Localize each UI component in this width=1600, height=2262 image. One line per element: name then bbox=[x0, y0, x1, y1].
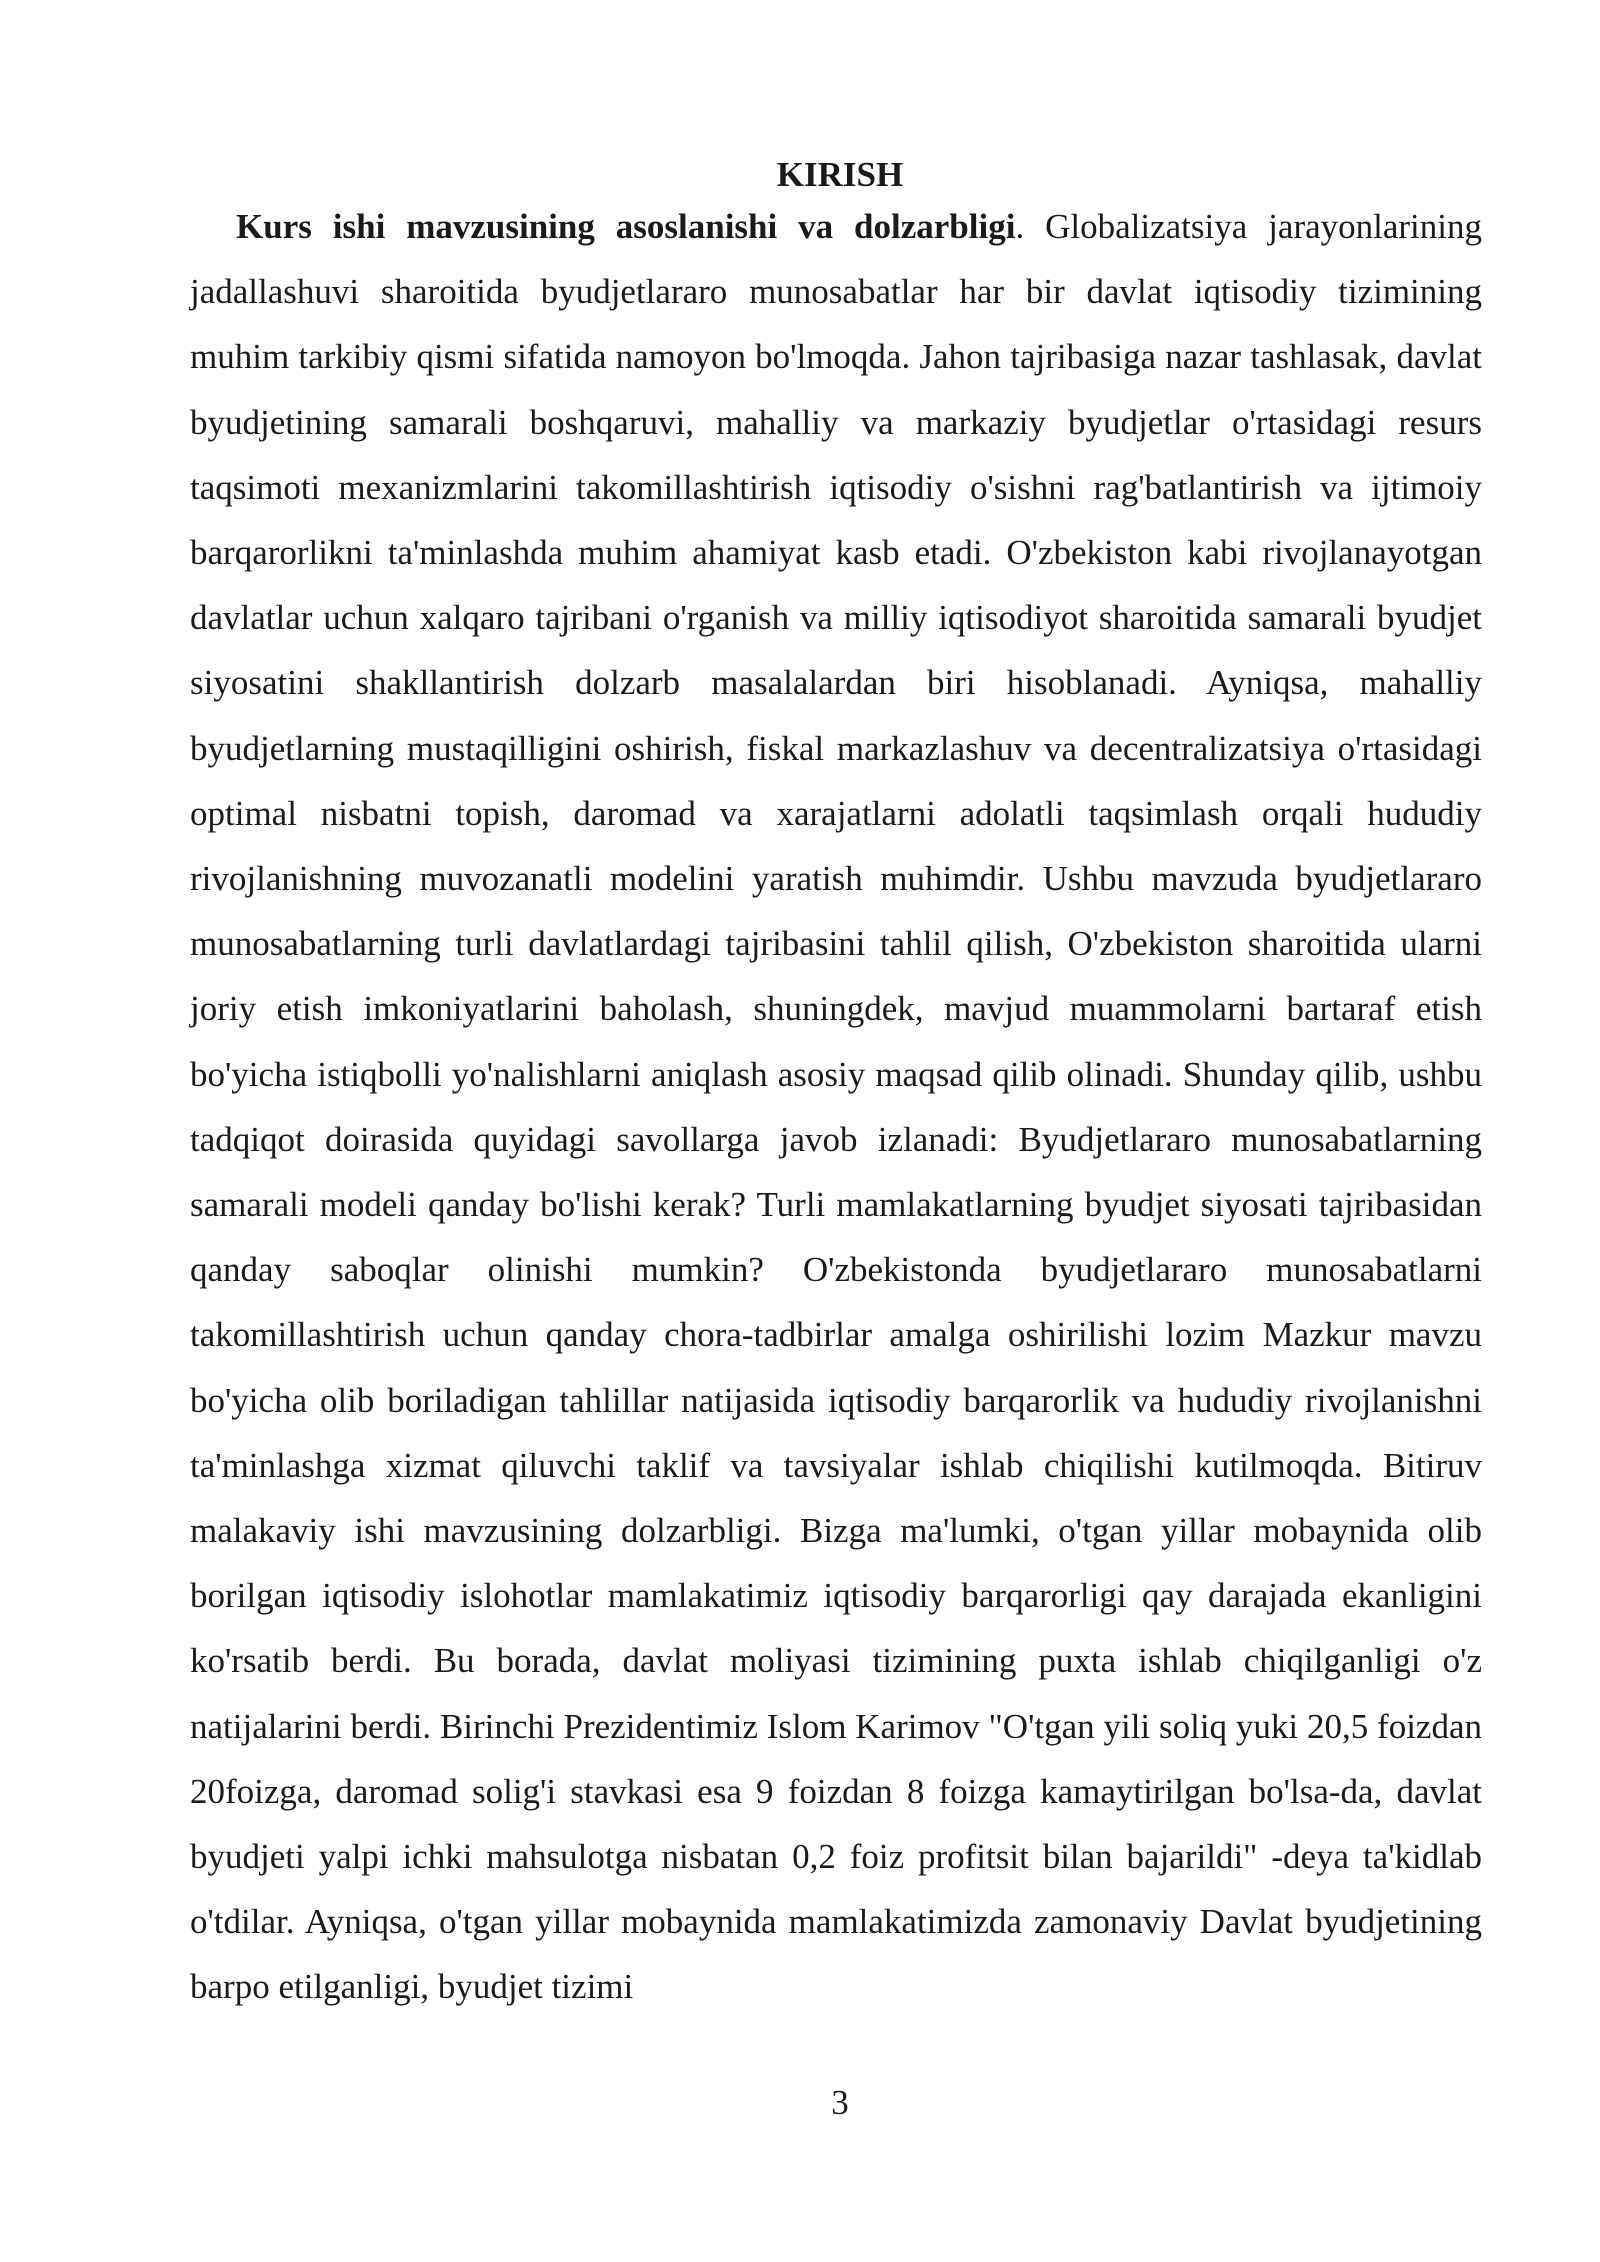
page-number: 3 bbox=[831, 2083, 849, 2122]
body-paragraph bbox=[190, 194, 1482, 2020]
paragraph-lead-heading: Kurs ishi mavzusining asoslanishi va dolzarbligi bbox=[236, 207, 1016, 246]
page-title: KIRISH bbox=[776, 155, 904, 194]
paragraph-text: . Globalizatsiya jarayonlarining jadallashuvi sharoitida byudjetlararo munosabatlar har bir davlat iqtisodiy tizimining muhim tarkibiy qismi sifatida namoyon bo'lmoqda. Jahon tajribasiga nazar tashlasak, davlat byudjetining samarali boshqaruvi, mahalliy va markaziy byudjetlar o'rtasidagi resurs taqsimoti mexanizmlarini takomillashtirish iqtisodiy o'sishni rag'batlantirish va ijtimoiy barqarorlikni ta'minlashda muhim ahamiyat kasb etadi. O'zbekiston kabi rivojlanayotgan davlatlar uchun xalqaro tajribani o'rganish va milliy iqtisodiyot sharoitida samarali byudjet siyosatini shakllantirish dolzarb masalalardan biri hisoblanadi. Ayniqsa, mahalliy byudjetlarning mustaqilligini oshirish, fiskal markazlashuv va decentralizatsiya o'rtasidagi optimal nisbatni topish, daromad va xarajatlarni adolatli taqsimlash orqali hududiy rivojlanishning muvozanatli modelini yaratish muhimdir. Ushbu mavzuda byudjetlararo munosabatlarning turli davlatlardagi tajribasini tahlil qilish, O'zbekiston sharoitida ularni joriy etish imkoniyatlarini baholash, shuningdek, mavjud muammolarni bartaraf etish bo'yicha istiqbolli yo'nalishlarni aniqlash asosiy maqsad qilib olinadi. Shunday qilib, ushbu tadqiqot doirasida quyidagi savollarga javob izlanadi: Byudjetlararo munosabatlarning samarali modeli qanday bo'lishi kerak? Turli mamlakatlarning byudjet siyosati tajribasidan qanday saboqlar olinishi mumkin? O'zbekistonda byudjetlararo munosabatlarni takomillashtirish uchun qanday chora-tadbirlar amalga oshirilishi lozim Mazkur mavzu bo'yicha olib boriladigan tahlillar natijasida iqtisodiy barqarorlik va hududiy rivojlanishni ta'minlashga xizmat qiluvchi taklif va tavsiyalar ishlab chiqilishi kutilmoqda. Bitiruv malakaviy ishi mavzusining dolzarbligi. Bizga ma'lumki, o'tgan yillar mobaynida olib borilgan iqtisodiy islohotlar mamlakatimiz iqtisodiy barqarorligi qay darajada ekanligini ko'rsatib berdi. Bu borada, davlat moliyasi tizimining puxta ishlab chiqilganligi o'z natijalarini berdi. Birinchi Prezidentimiz Islom Karimov "O'tgan yili soliq yuki 20,5 foizdan 20foizga, daromad solig'i stavkasi esa 9 foizdan 8 foizga kamaytirilgan bo'lsa-da, davlat byudjeti yalpi ichki mahsulotga nisbatan 0,2 foiz profitsit bilan bajarildi" -deya ta'kidlab o'tdilar. Ayniqsa, o'tgan yillar mobaynida mamlakatimizda zamonaviy Davlat byudjetining barpo etilganligi, byudjet tizimi bbox=[190, 207, 1482, 2007]
